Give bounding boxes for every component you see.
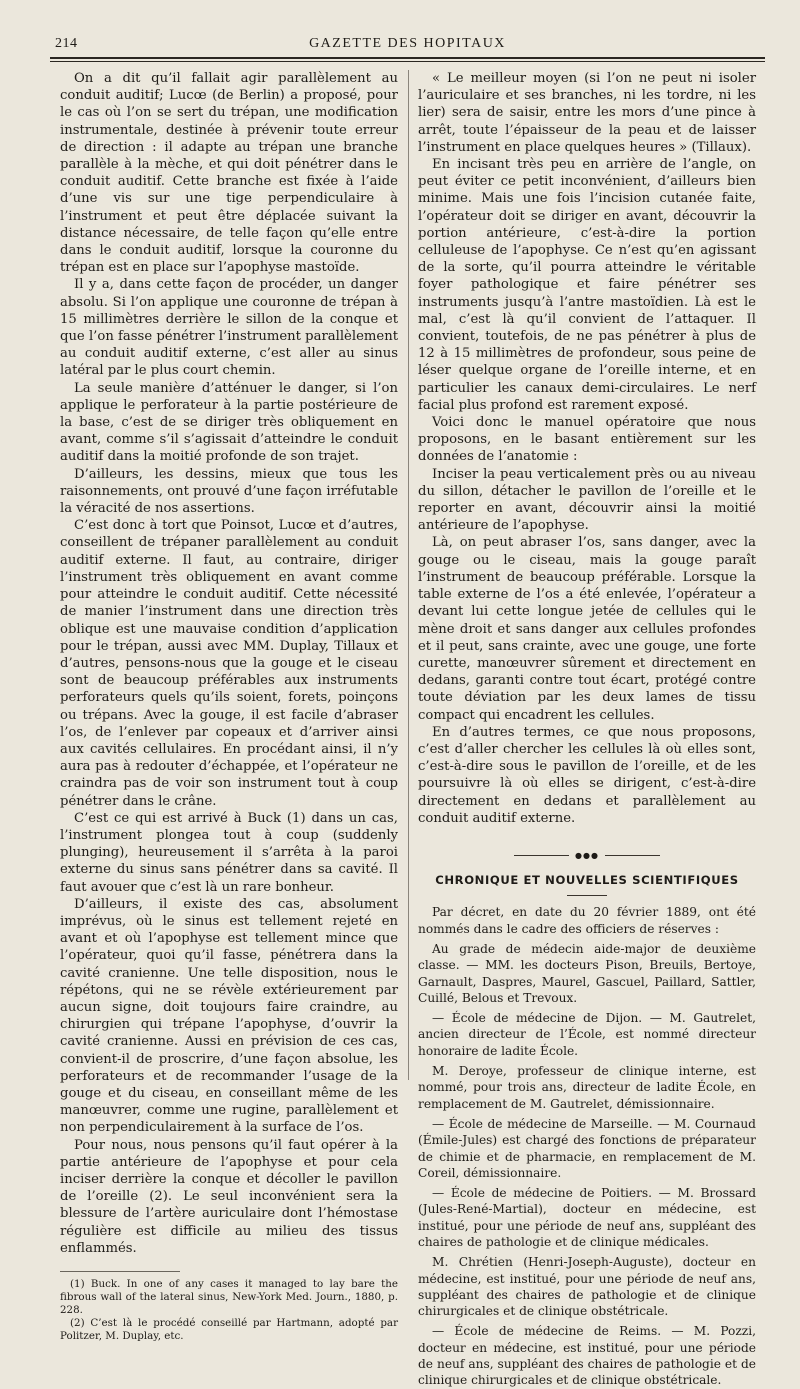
paragraph: En d’autres termes, ce que nous proposons, c’est d’aller chercher les cellules là où elles sont, c’est-à-dire sous le pavillon de l’oreille, et de les poursuivre là où elles se dirigent, c’est-à-dire directement en dedans et parallèlement au conduit auditif externe.: [418, 724, 756, 826]
ornament-dots-icon: ●●●: [575, 850, 599, 860]
ornament-line: [514, 855, 569, 856]
title-rule: [567, 895, 607, 896]
paragraph: C’est ce qui est arrivé à Buck (1) dans un cas, l’instrument plongea tout à coup (suddenly plunging), heureusement il s’arrêta à la paroi externe du sinus sans pénétrer dans sa cavité. Il faut avouer que c’est là un rare bonheur.: [60, 810, 398, 895]
left-column: [60, 70, 398, 1343]
news-item: M. Chrétien (Henri-Joseph-Auguste), docteur en médecine, est institué, pour une période de neuf ans, suppléant des chaires de pathologie et de clinique chirurgicales et de clinique obstétricale.: [418, 1255, 756, 1319]
section-title: CHRONIQUE ET NOUVELLES SCIENTIFIQUES: [435, 873, 739, 888]
paragraph: On a dit qu’il fallait agir parallèlement au conduit auditif; Lucœ (de Berlin) a proposé, pour le cas où l’on se sert du trépan, une modification instrumentale, destinée à prévenir toute erreur de direction : il adapte au trépan une branche parallèle à la mèche, et qui doit pénétrer dans le conduit auditif. Cette branche est fixée à l’aide d’une vis sur une tige perpendiculaire à l’instrument et peut être déplacée suivant la distance nécessaire, de telle façon qu’elle entre dans le conduit auditif, lorsque la couronne du trépan est en place sur l’apophyse mastoïde.: [60, 71, 398, 276]
paragraph: Là, on peut abraser l’os, sans danger, avec la gouge ou le ciseau, mais la gouge paraît l’instrument de beaucoup préférable. Lorsque la table externe de l’os a été enlevée, l’opérateur a devant lui cette longue jetée de cellules qui le mène droit et sans danger aux cellules profondes et il peut, sans crainte, avec une gouge, une forte curette, manœuvrer sûrement et directement en dedans, garanti contre tout écart, protégé contre toute déviation par les deux lames de tissu compact qui encadrent les cellules.: [418, 535, 756, 723]
header-rule-thin: [50, 61, 765, 62]
paragraph: La seule manière d’atténuer le danger, si l’on applique le perforateur à la partie postérieure de la base, c’est de se diriger très obliquement en avant, comme s’il s’agissait d’atteindre le conduit auditif dans la moitié profonde de son trajet.: [60, 380, 398, 465]
news-item: Par décret, en date du 20 février 1889, ont été nommés dans le cadre des officiers de réserves :: [418, 905, 756, 936]
footnote-rule: [60, 1271, 180, 1272]
news-item: Au grade de médecin aide-major de deuxième classe. — MM. les docteurs Pison, Breuils, Bertoye, Garnault, Daspres, Maurel, Gascuel, Paillard, Sattler, Cuillé, Belous et Trevoux.: [418, 941, 756, 1005]
news-item: — École de médecine de Dijon. — M. Gautrelet, ancien directeur de l’École, est nommé directeur honoraire de ladite École.: [418, 1011, 756, 1058]
paragraph: C’est donc à tort que Poinsot, Lucœ et d’autres, conseillent de trépaner parallèlement au conduit auditif externe. Il faut, au contraire, diriger l’instrument très obliquement en avant comme pour atteindre le conduit auditif. Cette nécessité de manier l’instrument dans une direction très oblique est une mauvaise condition d’application pour le trépan, aussi avec MM. Duplay, Tillaux et d’autres, pensons-nous que la gouge et le ciseau sont de beaucoup préférables aux instruments perforateurs quels qu’ils soient, forets, poinçons ou trépans. Avec la gouge, il est facile d’abraser l’os, de l’enlever par copeaux et d’arriver ainsi aux cavités cellulaires. En procédant ainsi, il n’y aura pas à redouter d’échappée, et l’opérateur ne craindra pas de voir son instrument tout à coup pénétrer dans le crâne.: [60, 518, 398, 809]
news-item: — École de médecine de Reims. — M. Pozzi, docteur en médecine, est institué, pour une période de neuf ans, suppléant des chaires de pathologie et de clinique chirurgicales et de clinique obstétricale.: [418, 1324, 756, 1388]
footnote: (2) C’est là le procédé conseillé par Hartmann, adopté par Politzer, M. Duplay, etc.: [60, 1317, 398, 1343]
news-list: [418, 904, 756, 1388]
paragraph: « Le meilleur moyen (si l’on ne peut ni isoler l’auriculaire et ses branches, ni les tordre, ni les lier) sera de saisir, entre les mors d’une pince à arrêt, toute l’épaisseur de la peau et de laisser l’instrument en place quelques heures » (Tillaux).: [418, 71, 756, 155]
footnote: (1) Buck. In one of any cases it managed to lay bare the fibrous wall of the lateral sinus, New-York Med. Journ., 1880, p. 228.: [60, 1278, 398, 1317]
paragraph: D’ailleurs, il existe des cas, absolument imprévus, où le sinus est tellement rejeté en avant et où l’apophyse est tellement mince que l’opérateur, quoi qu’il fasse, pénétrera dans la cavité cranienne. Une telle disposition, nous le répétons, qui ne se révèle extérieurement par aucun signe, doit toujours faire craindre, au chirurgien qui trépane l’apophyse, d’ouvrir la cavité cranienne. Aussi en prévision de ces cas, convient-il de proscrire, d’une façon absolue, les perforateurs et de recommander l’usage de la gouge et du ciseau, en conseillant même de les manœuvrer, comme une rugine, parallèlement et non perpendiculairement à la surface de l’os.: [60, 896, 398, 1136]
paragraph: Il y a, dans cette façon de procéder, un danger absolu. Si l’on applique une couronne de trépan à 15 millimètres derrière le sillon de la conque et que l’on fasse pénétrer l’instrument parallèlement au conduit auditif externe, c’est aller au sinus latéral par le plus court chemin.: [60, 277, 398, 379]
paragraph: En incisant très peu en arrière de l’angle, on peut éviter ce petit inconvénient, d’ailleurs bien minime. Mais une fois l’incision cutanée faite, l’opérateur doit se diriger en avant, découvrir la portion antérieure, c’est-à-dire la portion celluleuse de l’apophyse. Ce n’est qu’en agissant de la sorte, qu’il pourra atteindre le véritable foyer pathologique et faire pénétrer ses instruments jusqu’à l’antre mastoïdien. Là est le mal, c’est là qu’il convient de l’attaquer. Il convient, toutefois, de ne pas pénétrer à plus de 12 à 15 millimètres de profondeur, sous peine de léser quelque organe de l’oreille interne, et en particulier les canaux demi-circulaires. Le nerf facial plus profond est rarement exposé.: [418, 157, 756, 413]
ornament-line: [605, 855, 660, 856]
paragraph: Pour nous, nous pensons qu’il faut opérer à la partie antérieure de l’apophyse et pour cela inciser derrière la conque et décoller le pavillon de l’oreille (2). Le seul inconvénient sera la blessure de l’artère auriculaire dont l’hémostase régulière est difficile au milieu des tissus enflammés.: [60, 1137, 398, 1256]
header-rule-thick: [50, 57, 765, 59]
news-item: — École de médecine de Marseille. — M. Cournaud (Émile-Jules) est chargé des fonctions de préparateur de chimie et de pharmacie, en remplacement de M. Coreil, démissionnaire.: [418, 1116, 756, 1180]
news-item: M. Deroye, professeur de clinique interne, est nommé, pour trois ans, directeur de ladite École, en remplacement de M. Gautrelet, démissionnaire.: [418, 1064, 756, 1111]
page-number: 214: [55, 36, 78, 51]
paragraph: D’ailleurs, les dessins, mieux que tous les raisonnements, ont prouvé d’une façon irréfutable la véracité de nos assertions.: [60, 466, 398, 517]
page-header: [50, 30, 765, 58]
news-item: — École de médecine de Poitiers. — M. Brossard (Jules-René-Martial), docteur en médecine, est institué, pour une période de neuf ans, suppléant des chaires de pathologie et de clinique médicales.: [418, 1186, 756, 1249]
right-column: [418, 70, 756, 1389]
journal-title: GAZETTE DES HOPITAUX: [309, 36, 506, 51]
section-ornament: [418, 847, 756, 864]
footnotes: [60, 1278, 398, 1343]
paragraph: Voici donc le manuel opératoire que nous proposons, en le basant entièrement sur les données de l’anatomie :: [418, 415, 756, 465]
column-divider: [408, 70, 409, 1080]
paragraph: Inciser la peau verticalement près ou au niveau du sillon, détacher le pavillon de l’oreille et le reporter en avant, découvrir ainsi la moitié antérieure de l’apophyse.: [418, 466, 756, 534]
